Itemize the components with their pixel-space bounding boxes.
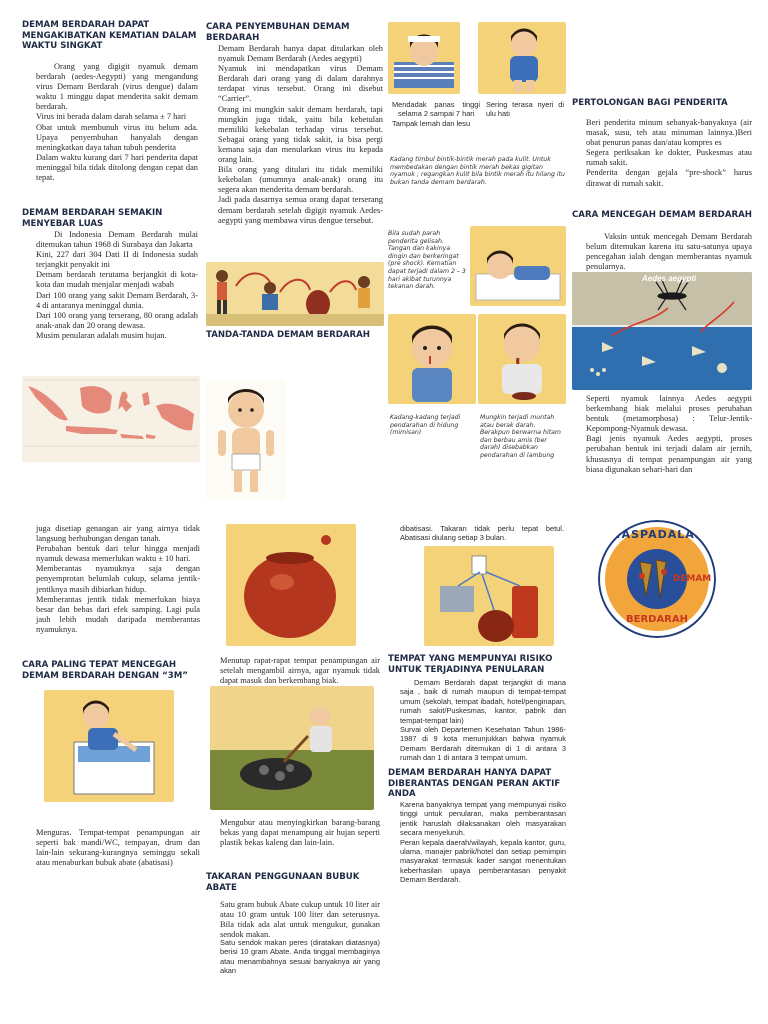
abatisasi-text: dibatisasi. Takaran tidak perlu tepat betul. Abatisasi diulang setiap 3 bulan. [400, 524, 564, 543]
vomiting-child-image [478, 314, 566, 404]
section-title-tanda: TANDA-TANDA DEMAM BERDARAH [206, 330, 370, 340]
paragraph: Orang yang digigit nyamuk demam berdarah (aedes-Aegypti) yang mengandung virus Demam Berdarah (virus dengue) dalam waktu 1 minggu dapat menderita sakit demam berdarah. [36, 62, 198, 112]
caption-shock: Bila sudah parah penderita gelisah. Tangan dan kakinya dingin dan berkeringat (pre shock). Kematian dapat terjadi dalam 2 – 3 hari akibat turunnya tekanan darah. [388, 230, 466, 291]
abate-containers-image [424, 546, 554, 646]
section-aedes-text [586, 394, 752, 475]
caption-muntah: Mungkin terjadi muntah atau berak darah. Berakpun berwarna hitam dan berbau amis (ber darah) disebabkan pendarahan di lambung [480, 414, 561, 459]
paragraph: Demam Berdarah dapat terjangkit di mana saja , baik di rumah maupun di tempat-tempat umum (sekolah, tempat ibadah, hotel/penginapan, rumah sakit/Puskesmas, kantor, pabrik dan tempat-tempat lain) [400, 678, 566, 725]
section-penyembuhan-text [218, 44, 383, 226]
section-title-tempat: TEMPAT YANG MEMPUNYAI RISIKO UNTUK TERJADINYA PENULARAN [388, 654, 553, 675]
stomach-pain-child-image [478, 22, 566, 94]
paragraph: Bagi jenis nyamuk Aedes aegypti, proses perubahan bentuk ini terjadi dalam air jernih, khususnya di tempat penampungan air yang biasa digunakan sehari-hari dan [586, 434, 752, 474]
takaran-text-2: Satu sendok makan peres (diratakan diatasnya) berisi 10 gram Abate. Anda tinggal membaginya atau menambahnya sesuai banyaknya air yang akan [220, 938, 380, 976]
section-title-menyebar: DEMAM BERDARAH SEMAKIN MENYEBAR LUAS [22, 208, 163, 229]
list-item: Mendadak panas tinggi selama 2 sampai 7 hari [392, 100, 480, 119]
paragraph: Dari 100 orang yang terserang, 80 orang adalah anak-anak dan 20 orang dewasa. [36, 310, 198, 330]
paragraph: Survai oleh Departemen Kesehatan Tahun 1986-1987 di 9 kota menunjukkan bahwa nyamuk Demam Berdarah ditemukan di 1 di antara 3 rumah dan 1 di antara 3 tempat umum. [400, 725, 566, 763]
section-pertolongan-text [586, 118, 752, 189]
paragraph: Orang ini mungkin sakit demam berdarah, tapi mungkin juga tidak, yaitu bila kebetulan memiliki kekebalan terhadap virus tersebut. Sebagai orang yang tidak sakit, ia bisa pergi kemana saja dan menularkan virus itu kepada orang lain. [218, 104, 383, 165]
section-title-peran: DEMAM BERDARAH HANYA DAPAT DIBERANTAS DENGAN PERAN AKTIF ANDA [388, 768, 561, 799]
covered-pot-image [226, 524, 356, 646]
paragraph: Di Indonesia Demam Berdarah mulai ditemukan tahun 1968 di Surabaya dan Jakarta [36, 230, 198, 250]
indonesia-map-image [22, 376, 200, 462]
paragraph: Musim penularan adalah musim hujan. [36, 330, 167, 340]
burying-cans-image [210, 686, 374, 810]
paragraph: Karena banyaknya tempat yang mempunyai risiko tinggi untuk penularan, maka pemberantasan jentik haruslah dilaksanakan oleh masyarakan secara menyeluruh. [400, 800, 566, 838]
caption-mengubur: Mengubur atau menyingkirkan barang-barang bekas yang dapat menampung air hujan seperti plastik bekas kaleng dan lain-lain. [220, 818, 380, 848]
nosebleed-child-image [388, 314, 476, 404]
paragraph: Peran kepala daerah/wilayah, kepala kantor, guru, ulama, manajer pabrik/hotel dan setiap pemimpin masyarakat termasuk kader sangat menentukan keberhasilan upaya pemberantasan penyakit Demam Berdarah. [400, 837, 566, 885]
draining-tub-image [44, 690, 174, 802]
paragraph: Vaksin untuk mencegah Demam Berdarah belum ditemukan karena itu satu-satunya upaya pencegahan ialah dengan memberantas nyamuk penularnya. [586, 232, 752, 272]
paragraph: Nyamuk ini mendapatkan virus Demam Berdarah dari orang yang di dalam darahnya terdapat virus tersebut. Orang ini disebut “Carrier”. [218, 64, 383, 104]
paragraph: Kini, 227 dari 304 Dati II di Indonesia sudah terjangkit penyakit ini [36, 250, 198, 270]
caption-menguras: Menguras. Tempat-tempat penampungan air seperti bak mandi/WC, tempayan, drum dan lain-lain sekurang-kurangnya seminggu sekali atau menaburkan bubuk abate (abatisasi) [36, 828, 200, 868]
takaran-text-1: Satu gram bubuk Abate cukup untuk 10 liter air atau 10 gram untuk 100 liter dan seterusnya. Bila tidak ada alat untuk mengukur, gunakan sendok makan. [220, 900, 380, 940]
paragraph: Seperti nyamuk lainnya Aedes aegypti berkembang biak melalui proses perubahan bentuk (metamorphosa) : Telur-Jentik-Kepompong-Nyamuk dewasa. [586, 394, 752, 434]
section-mencegah-text [586, 232, 752, 272]
sick-child-illustration [206, 380, 286, 500]
paragraph: Jadi pada dasarnya semua orang dapat terserang demam berdarah setelah digigit nyamuk Aedes-aegypti yang membawa virus dengue tersebut. [218, 195, 383, 225]
caption-menutup: Menutup rapat-rapat tempat penampungan air setelah mengambil airnya, agar nyamuk tidak dapat masuk dan berkembang biak. [220, 656, 380, 686]
peran-text [400, 800, 566, 885]
paragraph: Dari 100 orang yang sakit Demam Berdarah, 3-4 di antaranya meninggal dunia. [36, 290, 198, 310]
aedes-label: Aedes aegypti [642, 274, 697, 283]
paragraph: Bila orang yang ditulari itu tidak memiliki kekebalan (umumnya anak-anak) orang itu segera akan menderita demam berdarah. [218, 165, 383, 195]
section-title-mencegah: CARA MENCEGAH DEMAM BERDARAH [572, 210, 752, 220]
paragraph: Dalam waktu kurang dari 7 hari penderita dapat meninggal bila tidak ditolong dengan cepat dan tepat. [36, 152, 198, 183]
symptom-list-right: Sering terasa nyeri di ulu hati [486, 100, 564, 119]
section-title-pertolongan: PERTOLONGAN BAGI PENDERITA [572, 98, 728, 108]
paragraph: juga disetiap genangan air yang airnya tidak langsung berhubungan dengan tanah. [36, 524, 200, 544]
mosquito-lifecycle-image [572, 272, 752, 390]
section-kematian-text [36, 62, 198, 183]
paragraph: Beri penderita minum sebanyak-banyaknya (air masak, susu, teh atau minuman lainnya.)Beri obat penurun panas dan/atau kompres es [586, 118, 752, 148]
paragraph: Demam Berdarah hanya dapat ditularkan oleh nyamuk Demam Berdarah (Aedes aegypti) [218, 44, 383, 64]
section-menyebar-text [36, 230, 198, 341]
tempat-text [400, 678, 566, 763]
paragraph: Demam berdarah terutama berjangkit di kota-kota dan mudah menjalar menjadi wabah [36, 270, 198, 290]
bottom-col1-text [36, 524, 200, 635]
paragraph: Perubahan bentuk dari telur hingga menjadi nyamuk dewasa memerlukan waktu ± 10 hari. [36, 544, 200, 564]
paragraph: Segera periksakan ke dokter, Puskesmas atau rumah sakit. [586, 148, 752, 168]
badge-text-top: WASPADALAH [608, 528, 705, 541]
paragraph: Memberantas nyamuknya saja dengan penyemprotan belumlah cukup, selama jentik-jentiknya masih dibiarkan hidup. [36, 564, 200, 594]
shock-child-image [470, 226, 566, 306]
section-title-takaran: TAKARAN PENGGUNAAN BUBUK ABATE [206, 872, 360, 893]
badge-text-middle: DEMAM [672, 574, 712, 584]
waspadalah-badge [598, 520, 716, 638]
paragraph: Penderita dengan gejala “pre-shock” harus dirawat di rumah sakit. [586, 168, 752, 188]
list-item: Tampak lemah dan lesu [392, 118, 471, 128]
caption-bintik: Kadang timbul bintik-bintik merah pada kulit. Untuk membedakan dengan bintik merah bekas gigitan nyamuk ; regangkan kulit bila bintik merah itu hilang itu bukan tanda demam berdarah. [390, 156, 565, 186]
section-title-penyembuhan: CARA PENYEMBUHAN DEMAM BERDARAH [206, 22, 350, 43]
paragraph: Memberantas jentik tidak memerlukan biaya besar dan bebas dari efek samping. Lagi pula jauh lebih mudah daripada memberantas nyamuknya. [36, 594, 200, 634]
section-title-3m: CARA PALING TEPAT MENCEGAH DEMAM BERDARAH DENGAN “3M” [22, 660, 188, 681]
transmission-illustration [206, 262, 384, 326]
section-title-kematian: DEMAM BERDARAH DAPAT MENGAKIBATKAN KEMATIAN DALAM WAKTU SINGKAT [22, 20, 197, 51]
fever-child-bed-image [388, 22, 460, 94]
paragraph: Virus ini berada dalam darah selama ± 7 hari [36, 112, 187, 122]
caption-mimisan: Kadang-kadang terjadi pendarahan di hidung (mimisan) [390, 414, 461, 437]
paragraph: Obat untuk membunuh virus itu belum ada. Upaya penyembuhan hanyalah dengan meningkatkan daya tahan tubuh penderita [36, 122, 198, 152]
symptom-list-left [392, 100, 480, 128]
badge-text-bottom: BERDARAH [625, 614, 688, 625]
